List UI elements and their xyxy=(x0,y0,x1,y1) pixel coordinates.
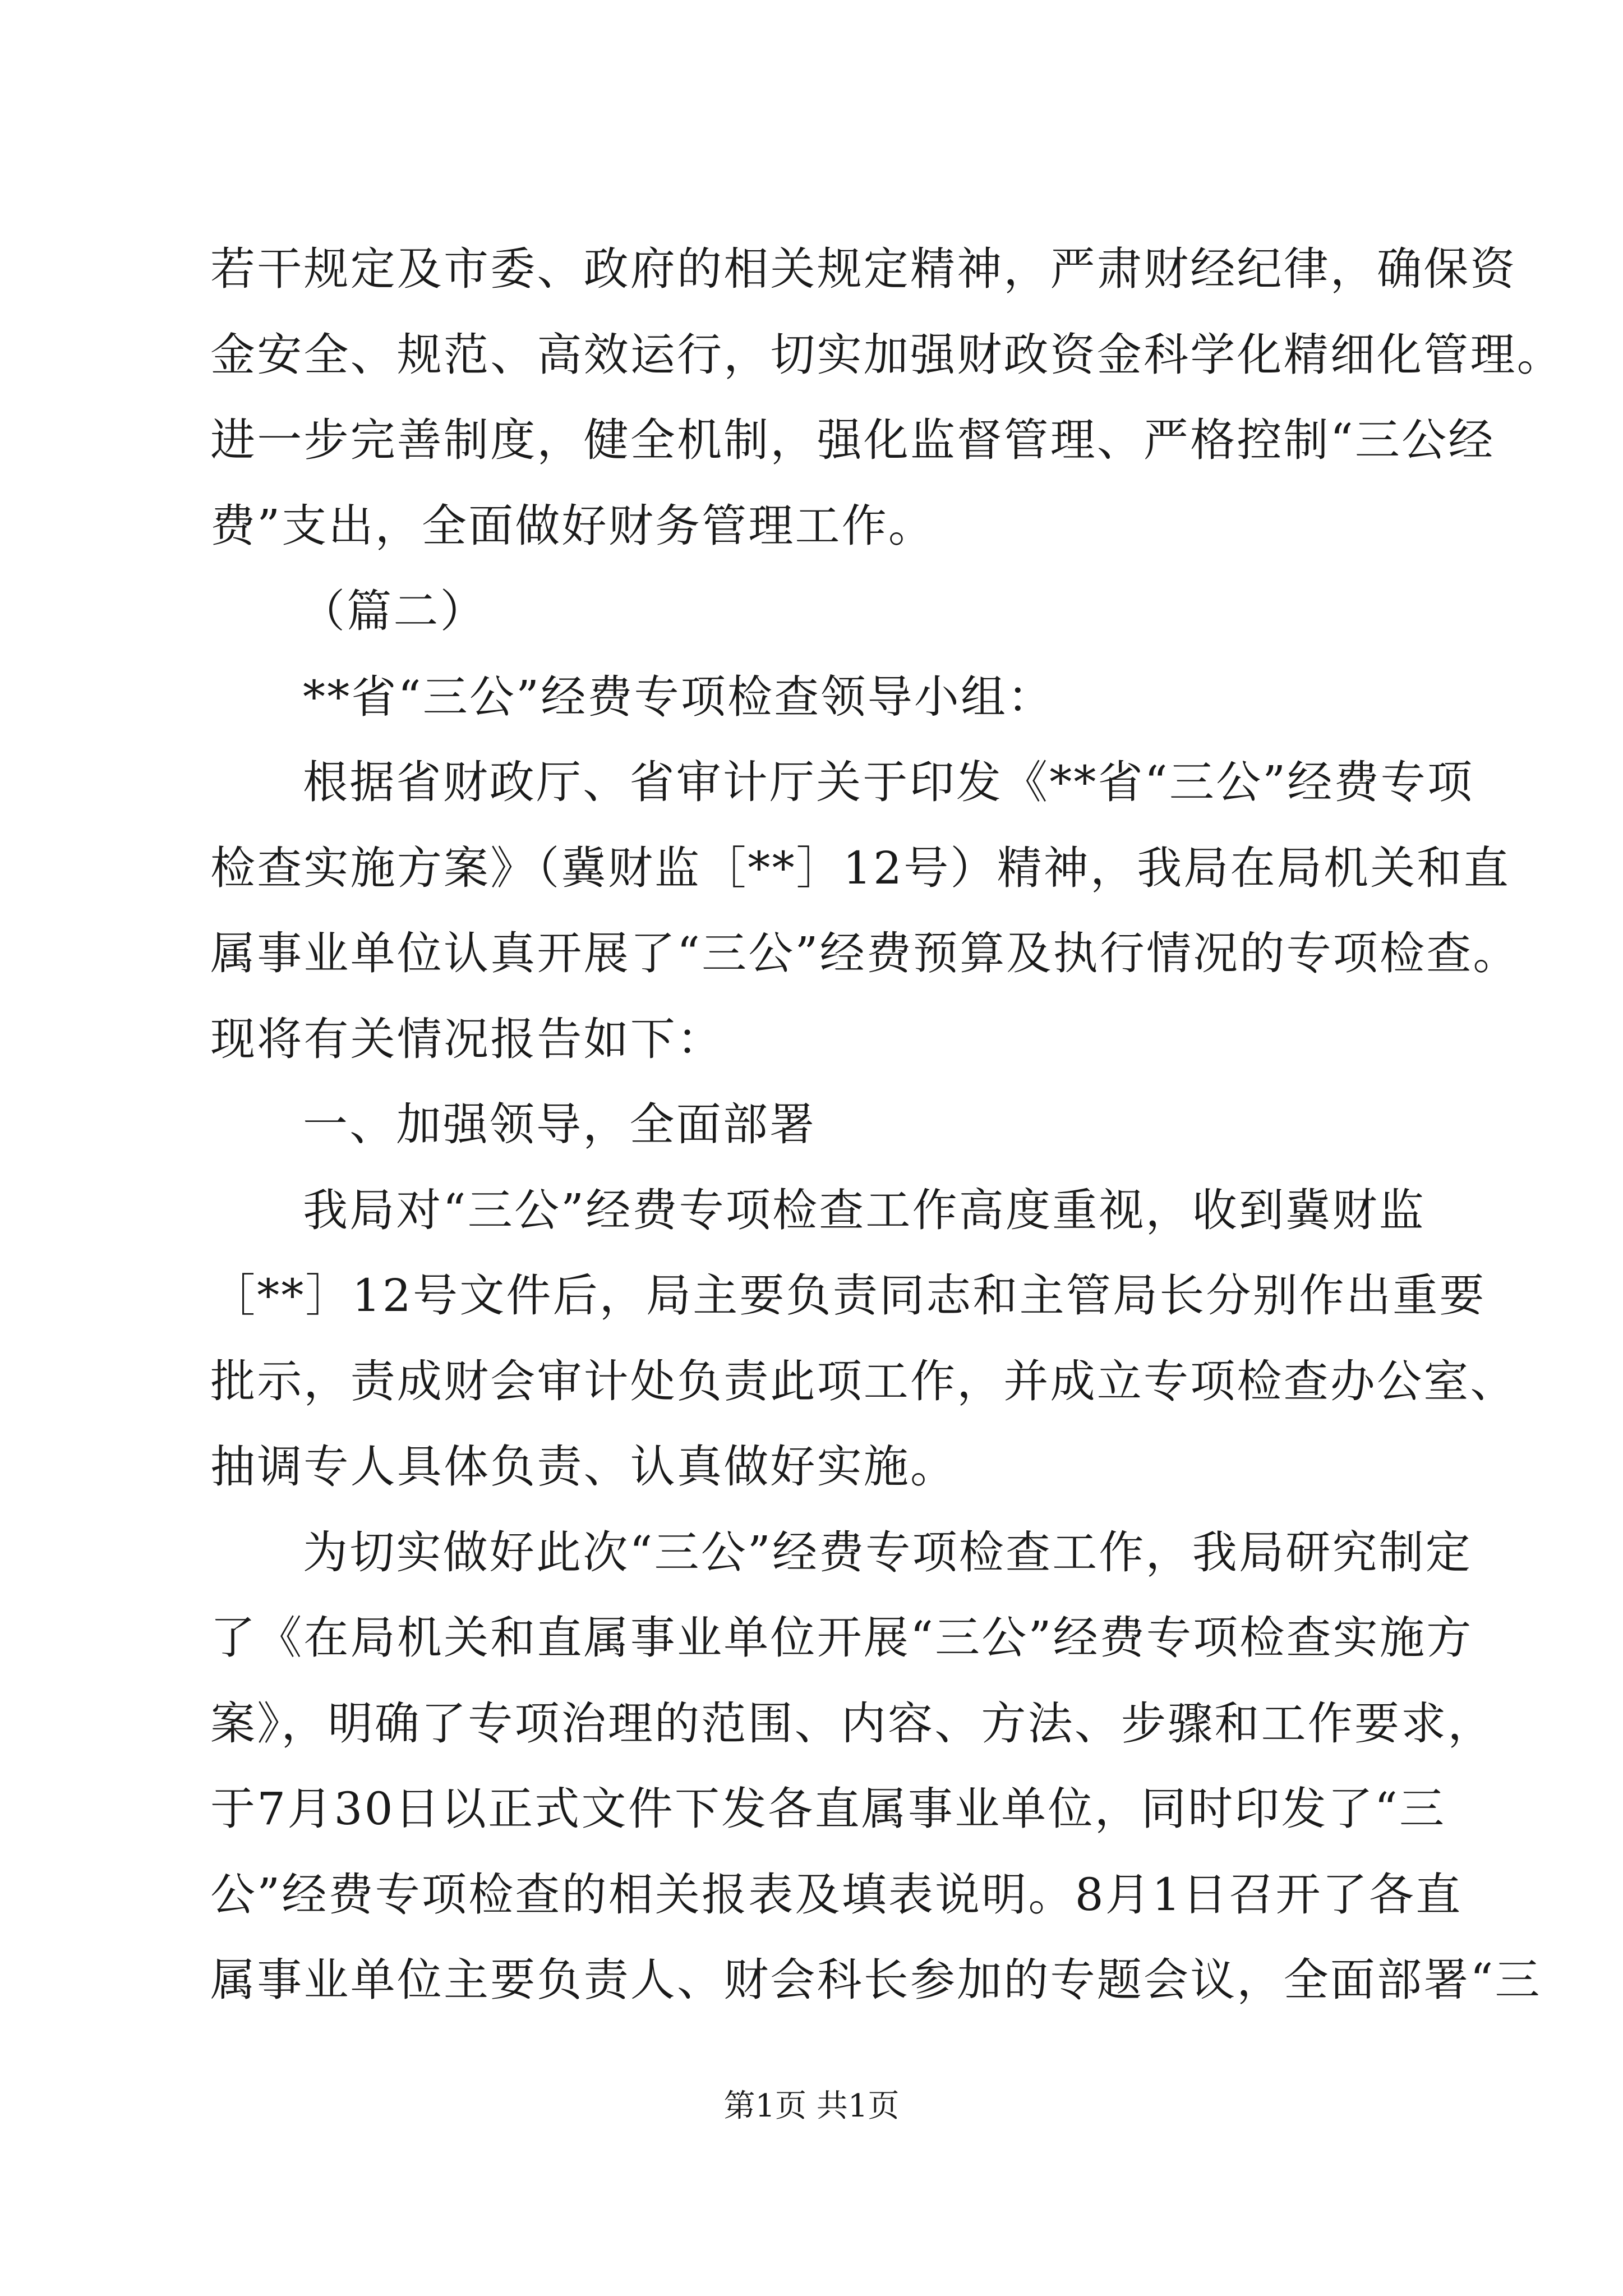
text-line: 检查实施方案》（冀财监［**］12号）精神，我局在局机关和直 xyxy=(210,841,1510,894)
text-line: 属事业单位主要负责人、财会科长参加的专题会议，全面部署“三 xyxy=(210,1954,1542,2006)
section-heading: （篇二） xyxy=(300,585,487,637)
text-line: 为切实做好此次“三公”经费专项检查工作，我局研究制定 xyxy=(303,1526,1472,1579)
text-line: 了《在局机关和直属事业单位开展“三公”经费专项检查实施方 xyxy=(210,1612,1473,1664)
text-line: 费”支出，全面做好财务管理工作。 xyxy=(210,499,935,552)
text-line: ［**］12号文件后，局主要负责同志和主管局长分别作出重要 xyxy=(210,1269,1486,1322)
text-line: 案》，明确了专项治理的范围、内容、方法、步骤和工作要求， xyxy=(210,1697,1495,1750)
text-line: 金安全、规范、高效运行，切实加强财政资金科学化精细化管理。 xyxy=(210,328,1564,381)
page-number-footer: 第1页 共1页 xyxy=(723,2088,900,2124)
text-line: 于7月30日以正式文件下发各直属事业单位，同时印发了“三 xyxy=(210,1783,1446,1835)
addressee-line: **省“三公”经费专项检查领导小组： xyxy=(303,670,1054,723)
text-line: 我局对“三公”经费专项检查工作高度重视，收到冀财监 xyxy=(303,1184,1426,1236)
text-line: 公”经费专项检查的相关报表及填表说明。8月1日召开了各直 xyxy=(210,1868,1463,1921)
section-heading: 一、加强领导，全面部署 xyxy=(303,1098,817,1151)
text-line: 进一步完善制度，健全机制，强化监督管理、严格控制“三公经 xyxy=(210,414,1495,466)
text-line: 批示，责成财会审计处负责此项工作，并成立专项检查办公室、 xyxy=(210,1355,1517,1407)
text-line: 根据省财政厅、省审计厅关于印发《**省“三公”经费专项 xyxy=(303,756,1474,808)
text-line: 若干规定及市委、政府的相关规定精神，严肃财经纪律，确保资 xyxy=(210,243,1517,295)
text-line: 属事业单位认真开展了“三公”经费预算及执行情况的专项检查。 xyxy=(210,927,1520,979)
text-line: 现将有关情况报告如下： xyxy=(210,1013,724,1065)
text-line: 抽调专人具体负责、认真做好实施。 xyxy=(210,1441,957,1493)
